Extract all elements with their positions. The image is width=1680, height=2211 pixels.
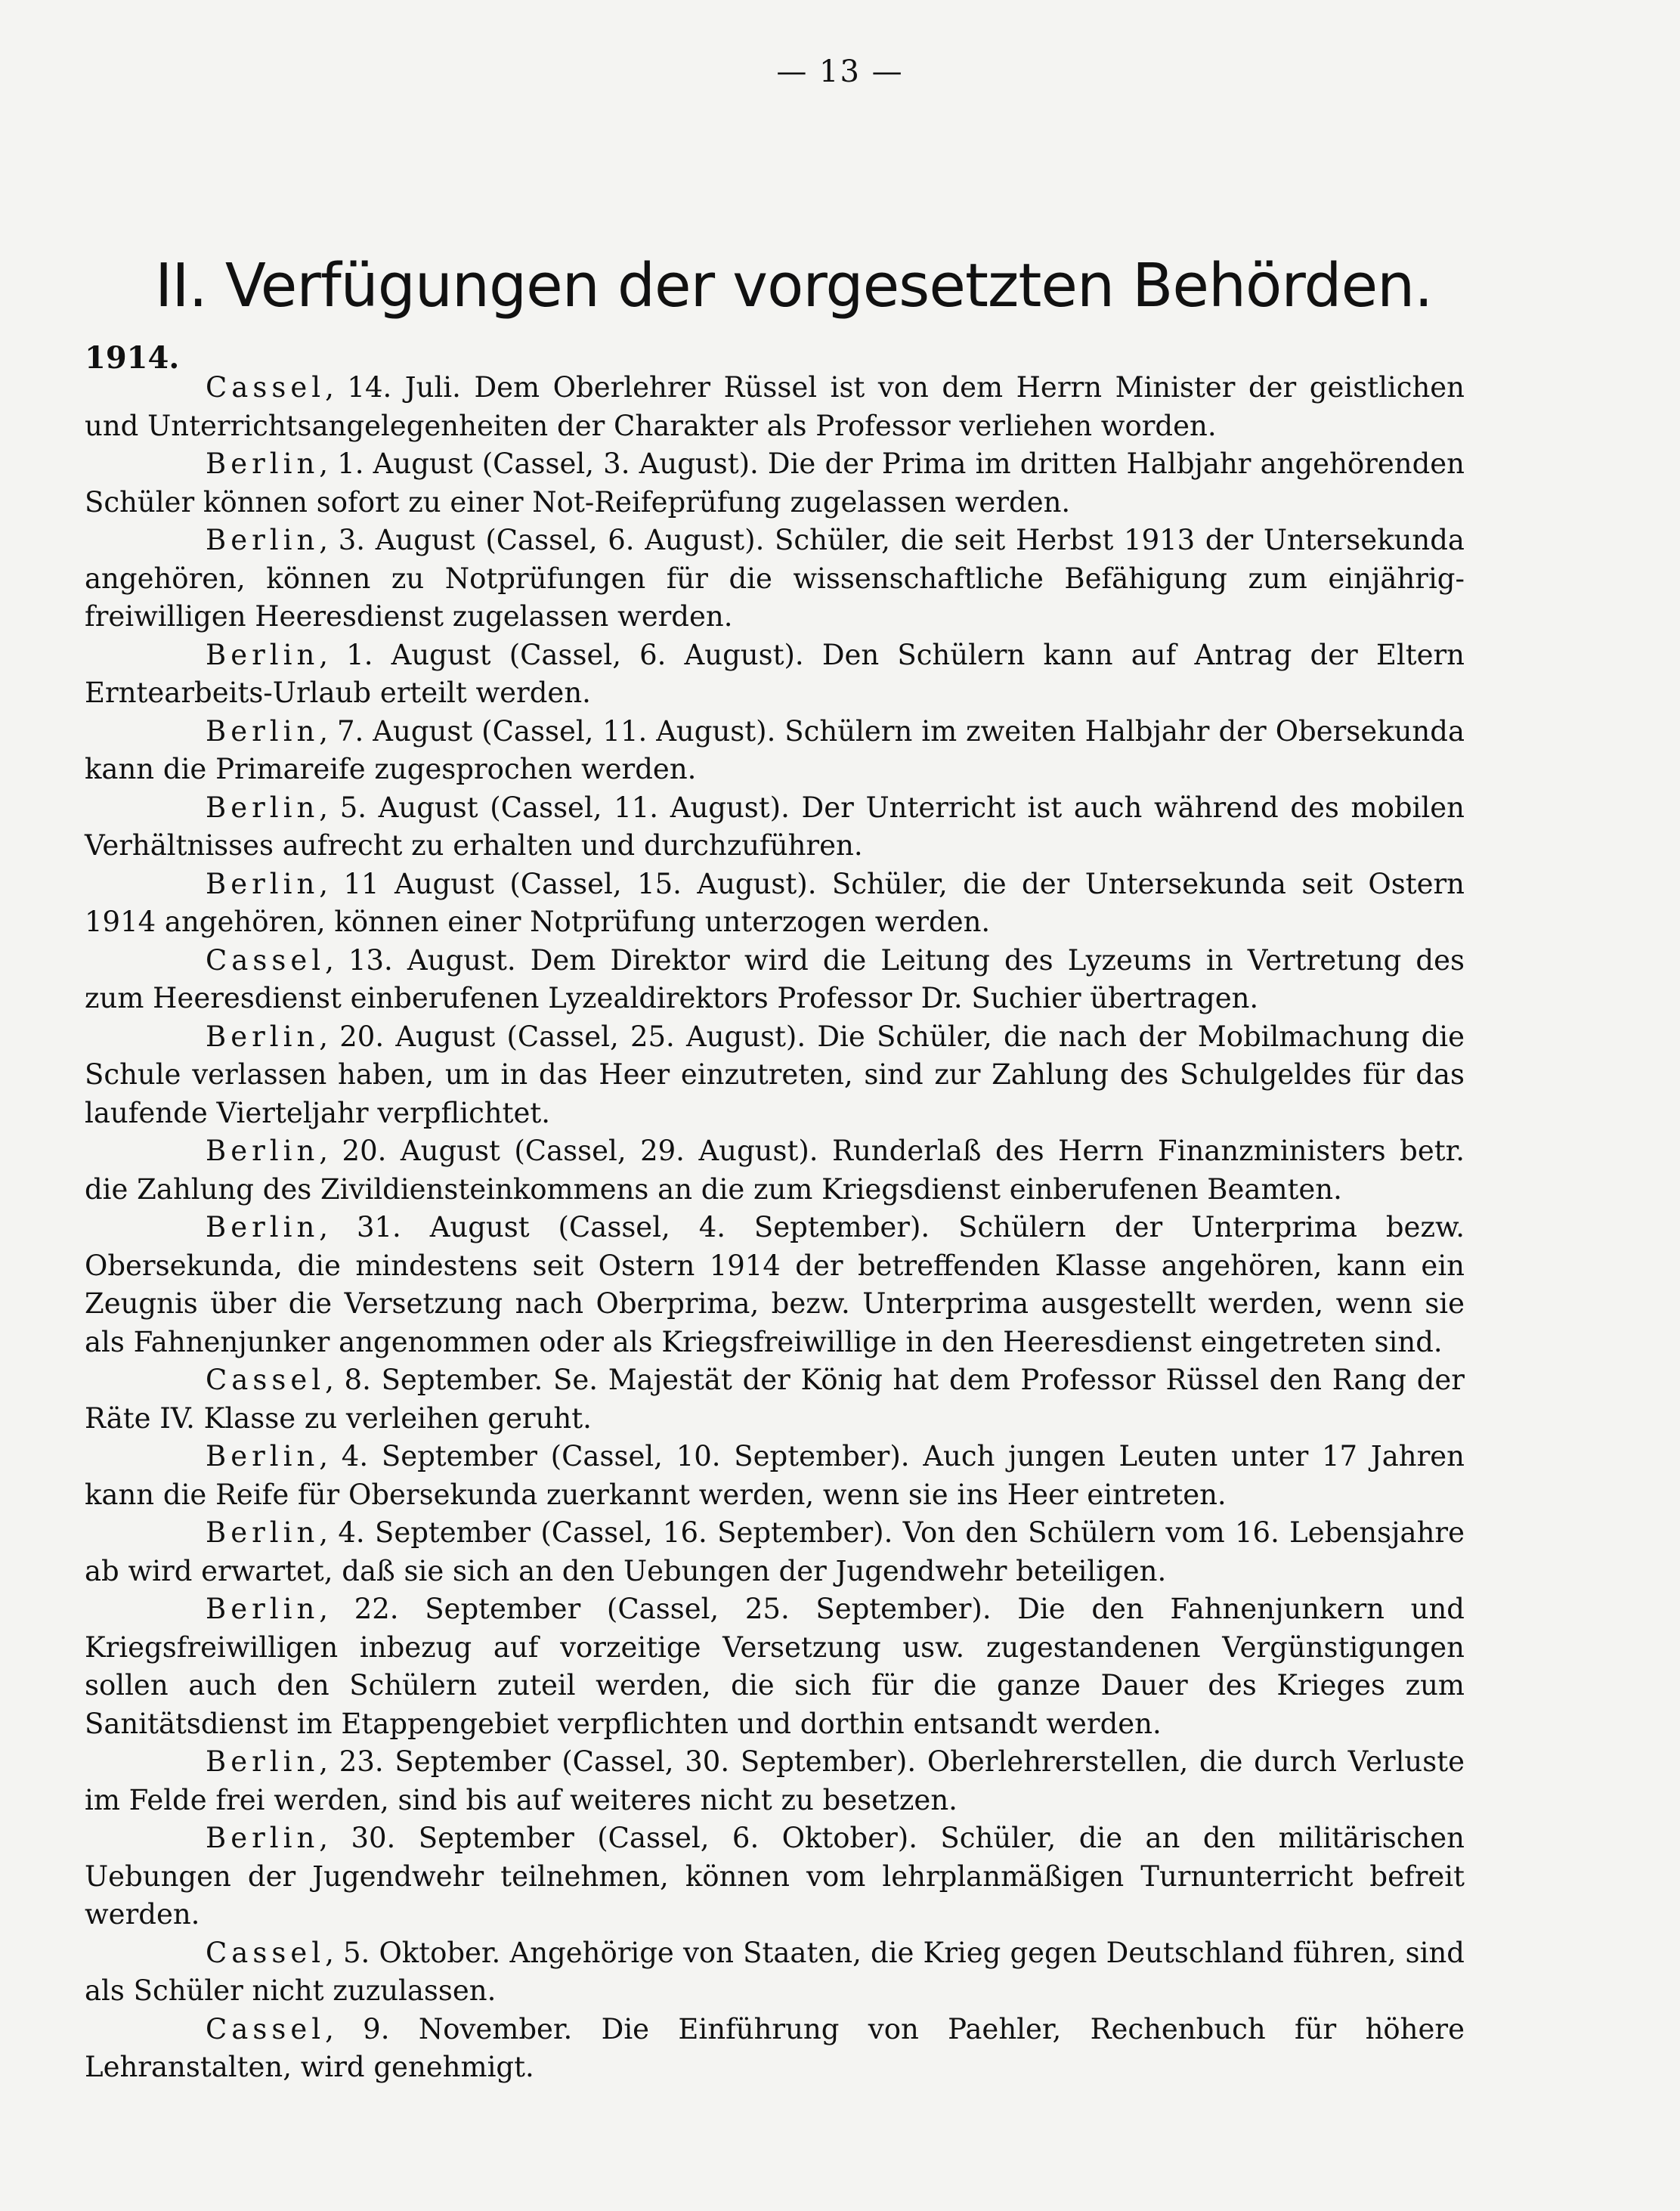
decree-entry — [85, 1590, 1465, 1743]
entry-text: Auch jungen Leuten unter 17 Jahren kann die Reife für Obersekunda zuerkannt werden, wenn sie ins Heer eintreten. — [85, 1440, 1465, 1511]
entry-date: , 4. September (Cassel, 10. September). — [319, 1440, 910, 1472]
entry-text: Dem Oberlehrer Rüssel ist von dem Herrn Minister der geistlichen und Unterrichtsangelegenheiten der Charakter als Professor verliehen worden. — [85, 371, 1465, 442]
entry-place: Berlin — [206, 1593, 320, 1625]
entry-text: Der Unterricht ist auch während des mobilen Verhältnisses aufrecht zu erhalten und durchzuführen. — [85, 791, 1465, 862]
decree-entry — [85, 942, 1465, 1018]
entry-text: Die der Prima im dritten Halbjahr angehörenden Schüler können sofort zu einer Not-Reifeprüfung zugelassen werden. — [85, 447, 1465, 519]
entry-place: Berlin — [206, 1822, 320, 1854]
entry-date: , 11 August (Cassel, 15. August). — [319, 867, 817, 900]
year-label: 1914. — [85, 340, 180, 376]
entry-place: Berlin — [206, 867, 320, 900]
decree-entry — [85, 1361, 1465, 1438]
entry-date: , 4. September (Cassel, 16. September). — [319, 1516, 893, 1549]
entry-place: Berlin — [206, 1516, 320, 1549]
decree-entry — [85, 1018, 1465, 1133]
entry-place: Cassel — [206, 1364, 326, 1396]
decree-list — [85, 369, 1465, 2087]
entry-date: , 9. November. — [325, 2012, 573, 2045]
page-number: — 13 — — [776, 54, 904, 89]
entry-date: , 20. August (Cassel, 29. August). — [319, 1135, 818, 1167]
entry-text: Schüler, die seit Herbst 1913 der Untersekunda angehören, können zu Notprüfungen für die wissenschaftliche Befähigung zum einjährig-freiwilligen Heeresdienst zugelassen werden. — [85, 524, 1465, 633]
entry-place: Berlin — [206, 1211, 320, 1243]
entry-place: Berlin — [206, 1020, 320, 1053]
decree-entry — [85, 1514, 1465, 1590]
entry-date: , 3. August (Cassel, 6. August). — [319, 524, 765, 556]
entry-date: , 1. August (Cassel, 6. August). — [319, 638, 804, 671]
decree-entry — [85, 1934, 1465, 2011]
entry-text: Den Schülern kann auf Antrag der Eltern Erntearbeits-Urlaub erteilt werden. — [85, 638, 1465, 709]
entry-date: , 1. August (Cassel, 3. August). — [319, 447, 759, 480]
decree-entry — [85, 713, 1465, 789]
entry-place: Berlin — [206, 1440, 320, 1472]
entry-text: Dem Direktor wird die Leitung des Lyzeums in Vertretung des zum Heeresdienst einberufenen Lyzealdirektors Professor Dr. Suchier übertragen. — [85, 943, 1465, 1014]
entry-date: , 31. August (Cassel, 4. September). — [319, 1211, 930, 1243]
entry-place: Cassel — [206, 371, 326, 404]
entry-place: Berlin — [206, 791, 320, 824]
decree-entry — [85, 866, 1465, 942]
entry-place: Berlin — [206, 1745, 320, 1778]
entry-text: Die den Fahnenjunkern und Kriegsfreiwilligen inbezug auf vorzeitige Versetzung usw. zugestandenen Vergünstigungen sollen auch den Schülern zuteil werden, die sich für die ganze Dauer des Krieges zum Sanitätsdienst im Etappengebiet verpflichten und dorthin entsandt werden. — [85, 1593, 1465, 1740]
decree-entry — [85, 636, 1465, 713]
entry-place: Berlin — [206, 714, 320, 748]
decree-entry — [85, 789, 1465, 866]
entry-text: Oberlehrerstellen, die durch Verluste im Felde frei werden, sind bis auf weiteres nicht zu besetzen. — [85, 1745, 1465, 1816]
entry-date: , 14. Juli. — [325, 371, 461, 404]
entry-date: , 8. September. — [325, 1364, 543, 1396]
decree-entry — [85, 369, 1465, 445]
entry-date: , 7. August (Cassel, 11. August). — [319, 714, 776, 748]
entry-text: Angehörige von Staaten, die Krieg gegen Deutschland führen, sind als Schüler nicht zuzulassen. — [85, 1936, 1465, 2007]
entry-text: Die Einführung von Paehler, Rechenbuch für höhere Lehranstalten, wird genehmigt. — [85, 2012, 1465, 2083]
entry-date: , 30. September (Cassel, 6. Oktober). — [319, 1822, 917, 1854]
entry-place: Cassel — [206, 2012, 326, 2045]
entry-date: , 22. September (Cassel, 25. September). — [319, 1593, 992, 1625]
entry-text: Schülern der Unterprima bezw. Obersekunda, die mindestens seit Ostern 1914 der betreffenden Klasse angehören, kann ein Zeugnis über die Versetzung nach Oberprima, bezw. Unterprima ausgestellt werden, wenn sie als Fahnenjunker angenommen oder als Kriegsfreiwillige in den Heeresdienst eingetreten sind. — [85, 1211, 1465, 1358]
entry-place: Berlin — [206, 1135, 320, 1167]
entry-text: Von den Schülern vom 16. Lebensjahre ab wird erwartet, daß sie sich an den Uebungen der Jugendwehr beteiligen. — [85, 1516, 1465, 1587]
decree-entry — [85, 1209, 1465, 1361]
decree-entry — [85, 2011, 1465, 2087]
entry-date: , 20. August (Cassel, 25. August). — [319, 1020, 806, 1053]
section-heading: II. Verfügungen der vorgesetzten Behörden. — [155, 251, 1433, 321]
entry-date: , 5. August (Cassel, 11. August). — [319, 791, 790, 824]
decree-entry — [85, 522, 1465, 636]
decree-entry — [85, 1743, 1465, 1819]
entry-text: Schüler, die an den militärischen Uebungen der Jugendwehr teilnehmen, können vom lehrplanmäßigen Turnunterricht befreit werden. — [85, 1822, 1465, 1931]
entry-date: , 13. August. — [325, 943, 516, 977]
entry-place: Berlin — [206, 447, 320, 480]
decree-entry — [85, 1819, 1465, 1934]
decree-entry — [85, 1438, 1465, 1514]
entry-text: Schüler, die der Untersekunda seit Ostern 1914 angehören, können einer Notprüfung unterzogen werden. — [85, 867, 1465, 938]
entry-place: Cassel — [206, 1936, 326, 1969]
entry-text: Die Schüler, die nach der Mobilmachung die Schule verlassen haben, um in das Heer einzutreten, sind zur Zahlung des Schulgeldes für das laufende Vierteljahr verpflichtet. — [85, 1020, 1465, 1129]
entry-place: Berlin — [206, 524, 320, 556]
entry-text: Runderlaß des Herrn Finanzministers betr. die Zahlung des Zivildiensteinkommens an die zum Kriegsdienst einberufenen Beamten. — [85, 1135, 1465, 1206]
entry-place: Berlin — [206, 638, 320, 671]
decree-entry — [85, 445, 1465, 522]
decree-entry — [85, 1132, 1465, 1209]
entry-place: Cassel — [206, 943, 326, 977]
entry-text: Se. Majestät der König hat dem Professor Rüssel den Rang der Räte IV. Klasse zu verleihen geruht. — [85, 1364, 1465, 1435]
entry-date: , 23. September (Cassel, 30. September). — [319, 1745, 917, 1778]
entry-text: Schülern im zweiten Halbjahr der Obersekunda kann die Primareife zugesprochen werden. — [85, 714, 1465, 785]
entry-date: , 5. Oktober. — [325, 1936, 501, 1969]
